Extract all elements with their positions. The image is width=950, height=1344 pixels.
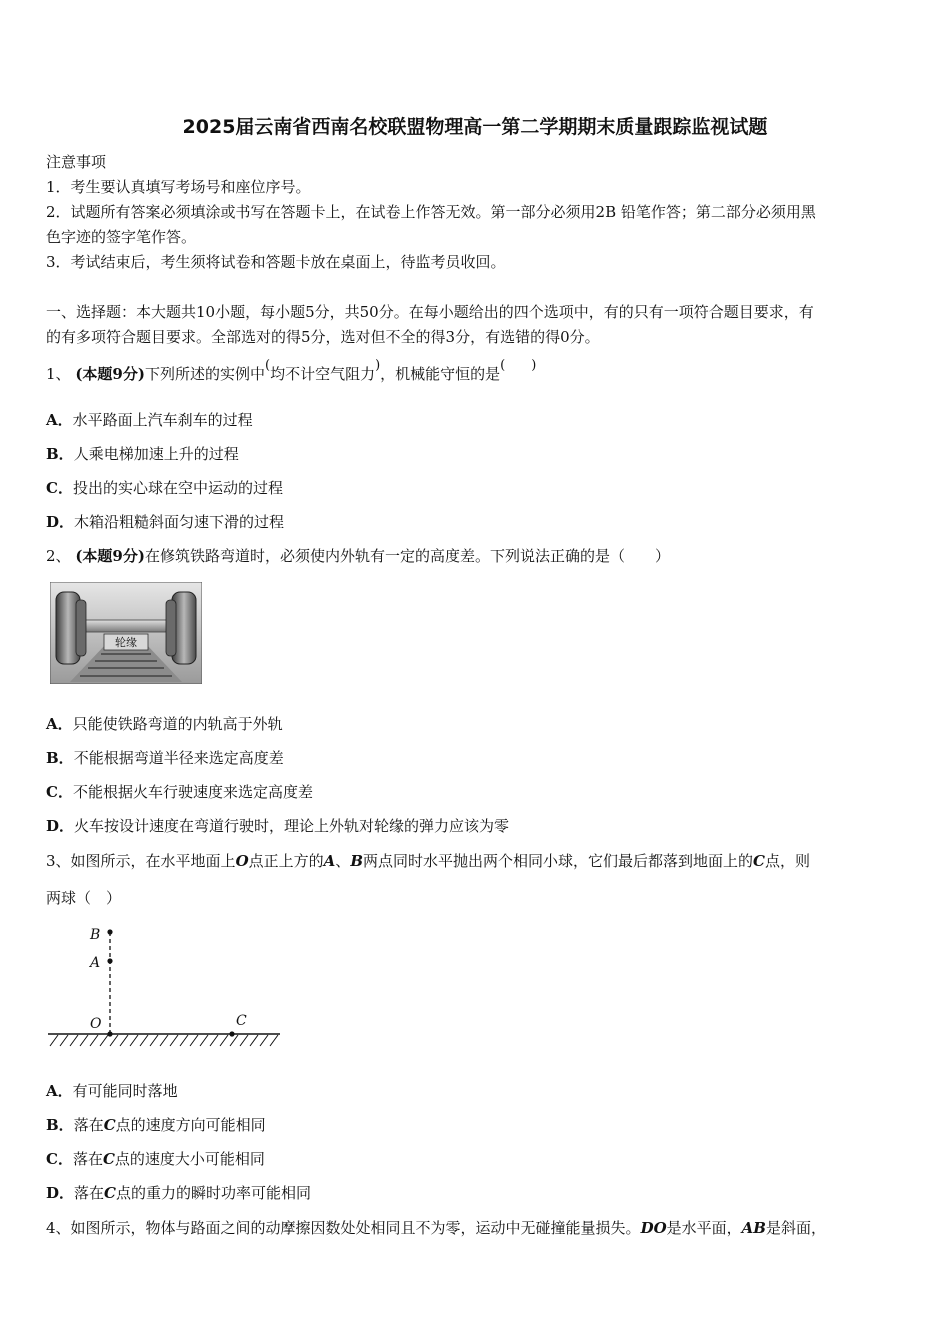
q2-stem	[46, 546, 670, 566]
label-c: C	[236, 1013, 247, 1029]
axle	[78, 620, 174, 632]
q1-option-c: C．投出的实心球在空中运动的过程	[46, 479, 283, 497]
q2-number: 2、	[46, 547, 71, 565]
q1-stem-a: 下列所述的实例中	[144, 365, 265, 383]
notice-heading: 注意事项	[46, 153, 107, 171]
q2-option-d: D．火车按设计速度在弯道行驶时，理论上外轨对轮缘的弹力应该为零	[46, 817, 510, 835]
q3-stem: 3、如图所示，在水平地面上O点正上方的A、B两点同时水平抛出两个相同小球，它们最后都落到地面上的C点，则	[46, 852, 810, 870]
label-o: O	[90, 1016, 102, 1032]
q1-option-b: B．人乘电梯加速上升的过程	[46, 445, 239, 463]
section1-line1: 一、选择题：本大题共10小题，每小题5分，共50分。在每小题给出的四个选项中，有的只有一项符合题目要求，有	[46, 303, 814, 321]
q2-option-b: B．不能根据弯道半径来选定高度差	[46, 749, 284, 767]
projectile-figure	[44, 920, 284, 1052]
q1-stem-c: ，机械能守恒的是	[380, 365, 501, 383]
q4-number: 4、	[46, 1219, 71, 1237]
q4-stem: 4、如图所示，物体与路面之间的动摩擦因数处处相同且不为零，运动中无碰撞能量损失。DO是水平面，AB是斜面，	[46, 1219, 826, 1237]
q1-score: (本题9分)	[75, 365, 145, 383]
notice-item-2-cont: 色字迹的签字笔作答。	[46, 228, 197, 246]
section1-line2: 的有多项符合题目要求。全部选对的得5分，选对但不全的得3分，有选错的得0分。	[46, 328, 600, 346]
q1-stem	[46, 358, 537, 386]
q1-paren-open: (	[264, 358, 271, 373]
q1-answer-blank: ( )	[500, 358, 537, 373]
label-a: A	[90, 955, 101, 971]
q1-stem-b: 均不计空气阻力	[270, 365, 376, 383]
label-b: B	[90, 927, 101, 943]
q3-option-a: A．有可能同时落地	[46, 1082, 178, 1100]
ground-hatching	[50, 1035, 278, 1046]
q1-number: 1、	[46, 365, 71, 383]
q3-option-b: B．落在C点的速度方向可能相同	[46, 1116, 266, 1134]
notice-item-2: 2．试题所有答案必须填涂或书写在答题卡上，在试卷上作答无效。第一部分必须用2B 铅笔作答；第二部分必须用黑	[46, 203, 816, 221]
right-flange	[166, 600, 176, 656]
point-a-dot	[107, 958, 112, 963]
q2-option-a: A．只能使铁路弯道的内轨高于外轨	[46, 715, 283, 733]
q3-stem-line2: 两球（ ）	[46, 889, 122, 907]
figure-label: 轮缘	[115, 636, 137, 649]
q1-option-d: D．木箱沿粗糙斜面匀速下滑的过程	[46, 513, 285, 531]
left-flange	[76, 600, 86, 656]
q2-option-c: C．不能根据火车行驶速度来选定高度差	[46, 783, 313, 801]
page-title: 2025届云南省西南名校联盟物理高一第二学期期末质量跟踪监视试题	[182, 116, 768, 138]
wheel-rail-figure	[50, 582, 202, 684]
q3-number: 3、	[46, 852, 71, 870]
q2-score: (本题9分)	[75, 547, 145, 565]
notice-item-3: 3．考试结束后，考生须将试卷和答题卡放在桌面上，待监考员收回。	[46, 253, 506, 271]
q1-option-a: A．水平路面上汽车刹车的过程	[46, 411, 253, 429]
q2-stem-text: 在修筑铁路弯道时，必须使内外轨有一定的高度差。下列说法正确的是（ ）	[144, 547, 670, 565]
point-b-dot	[107, 929, 112, 934]
notice-item-1: 1．考生要认真填写考场号和座位序号。	[46, 178, 311, 196]
q3-option-c: C．落在C点的速度大小可能相同	[46, 1150, 265, 1168]
q3-option-d: D．落在C点的重力的瞬时功率可能相同	[46, 1184, 311, 1202]
q1-paren-close: )	[375, 358, 381, 373]
